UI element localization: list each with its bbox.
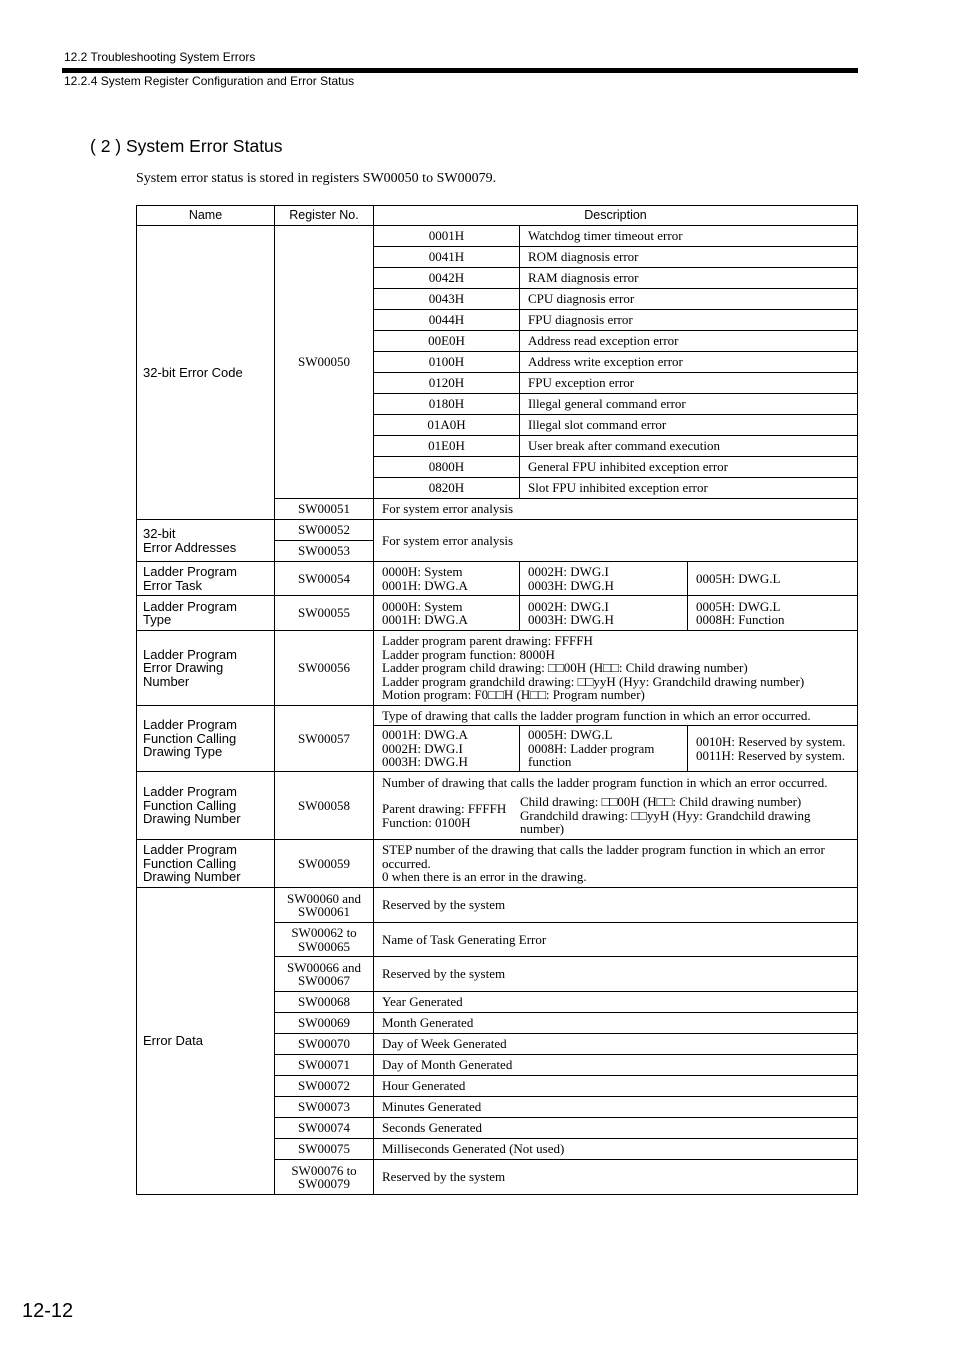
register-sw00053: SW00053 xyxy=(275,541,374,562)
register-sw00056: SW00056 xyxy=(275,631,374,706)
error-data-description: Day of Week Generated xyxy=(374,1034,858,1055)
error-code-value: 00E0H xyxy=(374,331,520,352)
description-error-drawing: Ladder program parent drawing: FFFFH Ladder program function: 8000H Ladder program child drawing: □□00H (H□□: Child drawing number) Ladder program grandchild drawing: □□yyH (Hyy: Grandchild drawing number) Motion program: F0□□H (H□□: Program number) xyxy=(374,631,858,706)
header-subsection: 12.2.4 System Register Configuration and Error Status xyxy=(64,74,355,88)
error-data-description: Day of Month Generated xyxy=(374,1055,858,1076)
calling-type-option: 0001H: DWG.A 0002H: DWG.I 0003H: DWG.H xyxy=(374,726,520,772)
error-code-value: 0001H xyxy=(374,226,520,247)
error-code-value: 0042H xyxy=(374,268,520,289)
error-data-description: Month Generated xyxy=(374,1013,858,1034)
error-task-option: 0002H: DWG.I 0003H: DWG.H xyxy=(520,562,688,596)
error-addresses-row xyxy=(137,520,858,541)
error-code-description: RAM diagnosis error xyxy=(520,268,858,289)
error-code-value: 0180H xyxy=(374,394,520,415)
register-sw00057: SW00057 xyxy=(275,706,374,772)
error-code-description: FPU exception error xyxy=(520,373,858,394)
error-task-option: 0005H: DWG.L xyxy=(688,562,858,596)
register-sw00058: SW00058 xyxy=(275,772,374,840)
description-error-addresses: For system error analysis xyxy=(374,520,858,562)
error-data-register: SW00066 and SW00067 xyxy=(275,957,374,992)
error-code-value: 0044H xyxy=(374,310,520,331)
header-section: 12.2 Troubleshooting System Errors xyxy=(64,50,256,64)
error-task-row xyxy=(137,562,858,596)
error-data-register: SW00069 xyxy=(275,1013,374,1034)
row-name-program-type: Ladder Program Type xyxy=(137,596,275,631)
calling-type-option: 0005H: DWG.L 0008H: Ladder program function xyxy=(520,726,688,772)
row-name-step-number: Ladder Program Function Calling Drawing Number xyxy=(137,840,275,888)
row-name-calling-type: Ladder Program Function Calling Drawing Type xyxy=(137,706,275,772)
row-name-error-data: Error Data xyxy=(137,888,275,1195)
system-error-status-table xyxy=(136,205,858,1195)
register-sw00050: SW00050 xyxy=(275,226,374,499)
register-error-task: SW00054 xyxy=(275,562,374,596)
error-code-description: CPU diagnosis error xyxy=(520,289,858,310)
header-description: Description xyxy=(374,206,858,226)
calling-type-option: 0010H: Reserved by system. 0011H: Reserved by system. xyxy=(688,726,858,772)
error-data-description: Reserved by the system xyxy=(374,1160,858,1195)
intro-text: System error status is stored in registers SW00050 to SW00079. xyxy=(136,171,497,186)
error-data-description: Reserved by the system xyxy=(374,957,858,992)
table-header-row xyxy=(137,206,858,226)
error-code-value: 0100H xyxy=(374,352,520,373)
calling-number-row xyxy=(137,772,858,840)
error-code-value: 0041H xyxy=(374,247,520,268)
error-data-register: SW00060 and SW00061 xyxy=(275,888,374,923)
error-data-description: Reserved by the system xyxy=(374,888,858,923)
program-type-option: 0000H: System 0001H: DWG.A xyxy=(374,596,520,631)
error-data-description: Hour Generated xyxy=(374,1076,858,1097)
error-data-register: SW00070 xyxy=(275,1034,374,1055)
error-code-description: Address write exception error xyxy=(520,352,858,373)
calling-number-heading: Number of drawing that calls the ladder program function in which an error occurred. xyxy=(382,774,828,790)
error-data-register: SW00072 xyxy=(275,1076,374,1097)
error-code-description: Slot FPU inhibited exception error xyxy=(520,478,858,499)
error-data-description: Milliseconds Generated (Not used) xyxy=(374,1139,858,1160)
row-name-error-code: 32-bit Error Code xyxy=(137,226,275,520)
error-data-register: SW00076 to SW00079 xyxy=(275,1160,374,1195)
error-code-description: Illegal general command error xyxy=(520,394,858,415)
section-title: ( 2 ) System Error Status xyxy=(90,136,283,156)
program-type-row xyxy=(137,596,858,631)
error-code-value: 0800H xyxy=(374,457,520,478)
error-data-register: SW00075 xyxy=(275,1139,374,1160)
error-code-value: 0043H xyxy=(374,289,520,310)
error-data-description: Name of Task Generating Error xyxy=(374,923,858,957)
error-code-value: 0120H xyxy=(374,373,520,394)
error-data-description: Seconds Generated xyxy=(374,1118,858,1139)
error-data-register: SW00062 to SW00065 xyxy=(275,923,374,957)
description-sw00051: For system error analysis xyxy=(374,499,858,520)
error-data-register: SW00071 xyxy=(275,1055,374,1076)
error-code-value: 01A0H xyxy=(374,415,520,436)
error-data-description: Minutes Generated xyxy=(374,1097,858,1118)
error-code-description: Illegal slot command error xyxy=(520,415,858,436)
error-task-option: 0000H: System 0001H: DWG.A xyxy=(374,562,520,596)
error-data-row xyxy=(137,888,858,923)
row-name-error-addresses: 32-bit Error Addresses xyxy=(137,520,275,562)
error-code-description: Watchdog timer timeout error xyxy=(520,226,858,247)
header-register: Register No. xyxy=(275,206,374,226)
description-step-number: STEP number of the drawing that calls the ladder program function in which an error occurred. 0 when there is an error in the drawing. xyxy=(374,840,858,888)
error-code-description: ROM diagnosis error xyxy=(520,247,858,268)
error-code-description: User break after command execution xyxy=(520,436,858,457)
calling-number-parent: Parent drawing: FFFFH Function: 0100H xyxy=(382,801,507,830)
error-drawing-row xyxy=(137,631,858,706)
error-data-description: Year Generated xyxy=(374,992,858,1013)
calling-type-row xyxy=(137,706,858,726)
description-calling-type: Type of drawing that calls the ladder program function in which an error occurred. xyxy=(374,706,858,726)
error-code-description: FPU diagnosis error xyxy=(520,310,858,331)
error-code-description: General FPU inhibited exception error xyxy=(520,457,858,478)
row-name-error-task: Ladder Program Error Task xyxy=(137,562,275,596)
program-type-option: 0002H: DWG.I 0003H: DWG.H xyxy=(520,596,688,631)
step-number-row xyxy=(137,840,858,888)
error-code-value: 01E0H xyxy=(374,436,520,457)
error-code-description: Address read exception error xyxy=(520,331,858,352)
error-data-register: SW00068 xyxy=(275,992,374,1013)
error-data-register: SW00074 xyxy=(275,1118,374,1139)
register-sw00052: SW00052 xyxy=(275,520,374,541)
program-type-option: 0005H: DWG.L 0008H: Function xyxy=(688,596,858,631)
register-sw00059: SW00059 xyxy=(275,840,374,888)
calling-number-child: Child drawing: □□00H (H□□: Child drawing number) Grandchild drawing: □□yyH (Hyy: Grandchild drawing number) xyxy=(520,794,811,836)
page-number: 12-12 xyxy=(22,1300,74,1322)
header-rule xyxy=(62,68,858,73)
register-program-type: SW00055 xyxy=(275,596,374,631)
description-calling-number xyxy=(374,772,858,840)
register-sw00051: SW00051 xyxy=(275,499,374,520)
row-name-calling-number: Ladder Program Function Calling Drawing Number xyxy=(137,772,275,840)
row-name-error-drawing: Ladder Program Error Drawing Number xyxy=(137,631,275,706)
error-code-value: 0820H xyxy=(374,478,520,499)
error-code-row xyxy=(137,226,858,247)
error-data-register: SW00073 xyxy=(275,1097,374,1118)
header-name: Name xyxy=(137,206,275,226)
